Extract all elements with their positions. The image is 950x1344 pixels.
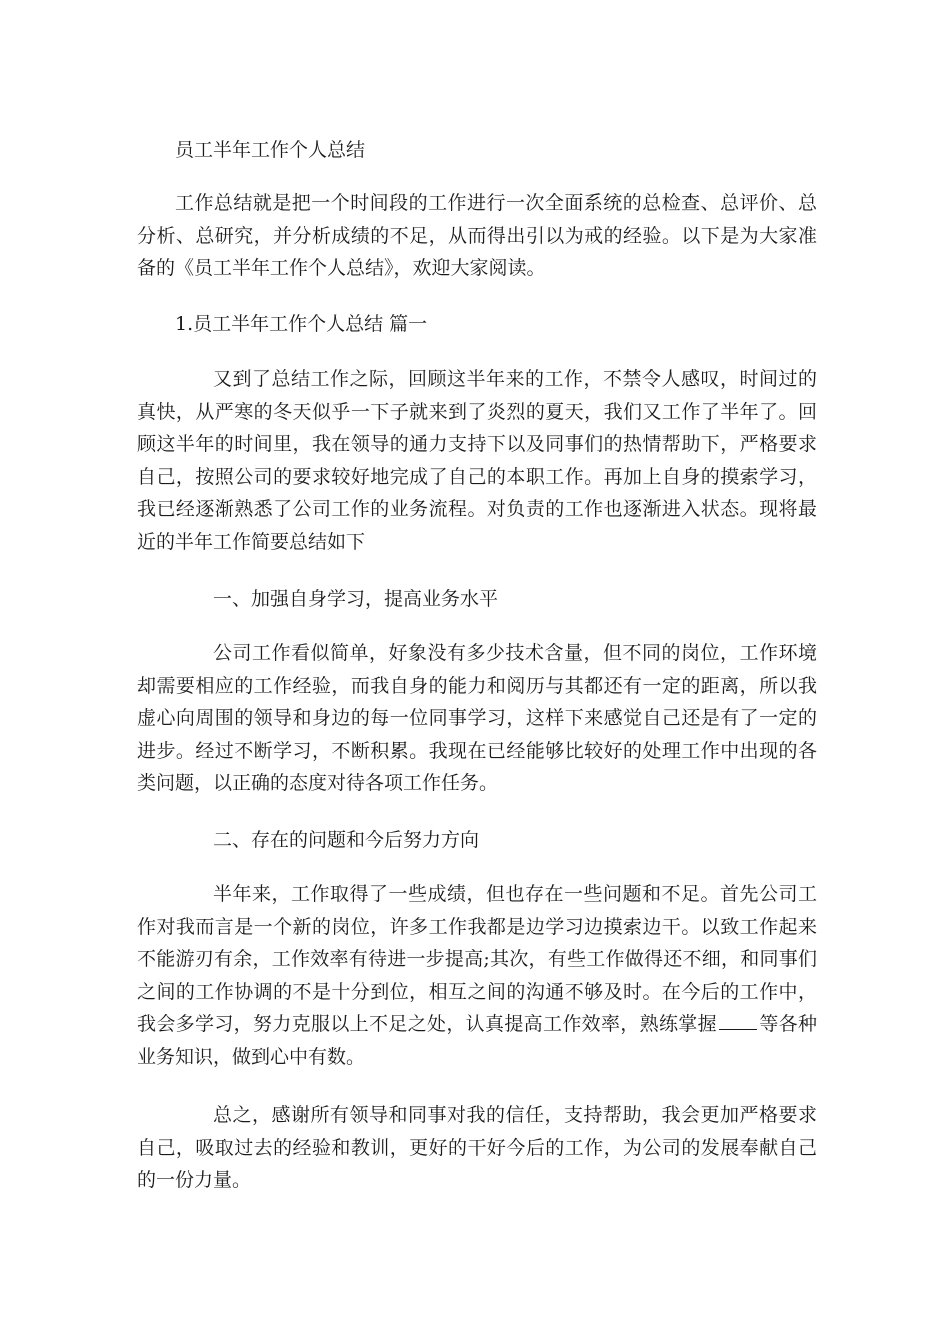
document-title: 员工半年工作个人总结 bbox=[175, 139, 366, 161]
body-paragraph-4: 总之，感谢所有领导和同事对我的信任，支持帮助，我会更加严格要求自己，吸取过去的经验和教训，更好的干好今后的工作，为公司的发展奉献自己的一份力量。 bbox=[137, 1104, 817, 1191]
body-paragraph-2: 公司工作看似简单，好象没有多少技术含量，但不同的岗位，工作环境却需要相应的工作经验，而我自身的能力和阅历与其都还有一定的距离，所以我虚心向周围的领导和身边的每一位同事学习，这样下来感觉自己还是有了一定的进步。经过不断学习，不断积累。我现在已经能够比较好的处理工作中出现的各类问题，以正确的态度对待各项工作任务。 bbox=[137, 642, 817, 794]
section-title: 1.员工半年工作个人总结 篇一 bbox=[175, 313, 428, 335]
heading-2: 二、存在的问题和今后努力方向 bbox=[213, 829, 480, 851]
body-paragraph-3-part-2: 等各种业务知识，做到心中有数。 bbox=[137, 1013, 817, 1068]
heading-1: 一、加强自身学习，提高业务水平 bbox=[213, 588, 499, 610]
body-paragraph-3-part-1: 半年来，工作取得了一些成绩，但也存在一些问题和不足。首先公司工作对我而言是一个新的岗位，许多工作我都是边学习边摸索边干。以致工作起来不能游刃有余，工作效率有待进一步提高;其次，有些工作做得还不细，和同事们之间的工作协调的不是十分到位，相互之间的沟通不够及时。在今后的工作中，我会多学习，努力克服以上不足之处，认真提高工作效率，熟练掌握 bbox=[137, 883, 817, 1035]
body-paragraph-3 bbox=[137, 878, 817, 1073]
fill-in-blank bbox=[719, 1011, 757, 1030]
body-paragraph-1: 又到了总结工作之际，回顾这半年来的工作，不禁令人感叹，时间过的真快，从严寒的冬天似乎一下子就来到了炎烈的夏天，我们又工作了半年了。回顾这半年的时间里，我在领导的通力支持下以及同事们的热情帮助下，严格要求自己，按照公司的要求较好地完成了自己的本职工作。再加上自身的摸索学习，我已经逐渐熟悉了公司工作的业务流程。对负责的工作也逐渐进入状态。现将最近的半年工作简要总结如下 bbox=[137, 368, 817, 553]
intro-paragraph: 工作总结就是把一个时间段的工作进行一次全面系统的总检查、总评价、总分析、总研究，并分析成绩的不足，从而得出引以为戒的经验。以下是为大家准备的《员工半年工作个人总结》，欢迎大家阅读。 bbox=[137, 192, 817, 279]
